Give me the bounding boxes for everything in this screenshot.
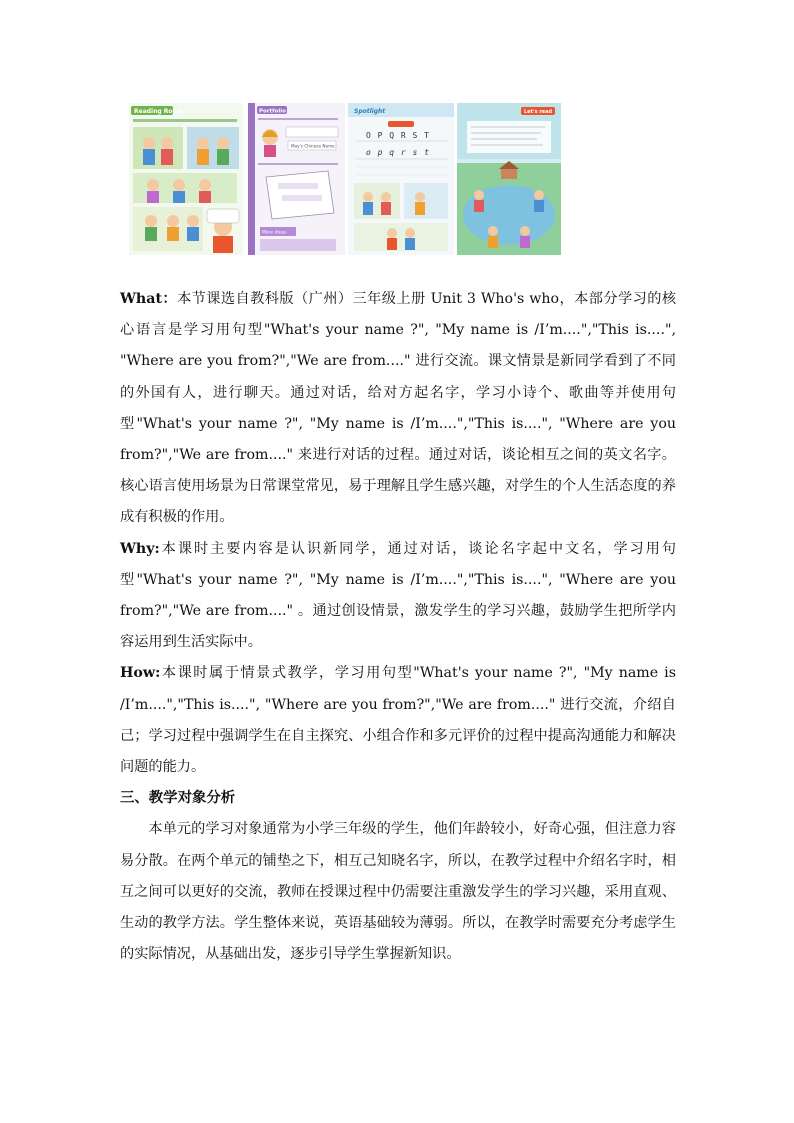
textbook-images — [129, 103, 561, 255]
reading-room-illustration — [129, 103, 243, 255]
thumb2-more: More Ideas — [262, 230, 287, 236]
why-paragraph — [120, 534, 676, 659]
textbook-page-portfolio — [248, 103, 345, 255]
why-label: Why: — [120, 540, 160, 557]
textbook-page-reading-room — [129, 103, 243, 255]
thumb2-card: May's Chinese Name — [291, 143, 335, 149]
why-text: 本课时主要内容是认识新同学，通过对话，谈论名字起中文名，学习用句型"What's your name ?", "My name is /I’m....","This is....", "Where are you from?","We are from...." 。通过创设情景，激发学生的学习兴趣，鼓励学生把所学内容运用到生活实际中。 — [120, 540, 676, 651]
how-text: 本课时属于情景式教学，学习用句型"What's your name ?", "My name is /I’m....","This is....", "Where are you from?","We are from...." 进行交流，介绍自己；学习过程中强调学生在自主探究、小组合作和多元评价的过程中提高沟通能力和解决问题的能力。 — [120, 665, 676, 776]
thumb3-lower: o p q r s t — [366, 148, 430, 157]
textbook-page-spotlight — [348, 103, 454, 255]
thumb2-title: Portfolio — [259, 108, 286, 115]
thumb4-title: Let's read — [524, 109, 553, 115]
what-text: 本节课选自教科版（广州）三年级上册 Unit 3 Who's who，本部分学习的核心语言是学习用句型"What's your name ?", "My name is /I’m....","This is....", "Where are you from?","We are from...." 进行交流。课文情景是新同学看到了不同的外国有人，进行聊天。通过对话，给对方起名字，学习小诗个、歌曲等并使用句型"What's your name ?", "My name is /I’m....","This is....", "Where are you from?","We are from...." 来进行对话的过程。通过对话，谈论相互之间的英文名字。核心语言使用场景为日常课堂常见，易于理解且学生感兴趣，对学生的个人生活态度的养成有积极的作用。 — [120, 291, 677, 526]
what-paragraph — [120, 284, 676, 534]
thumb3-upper: O P Q R S T — [366, 131, 430, 140]
section3-paragraph: 本单元的学习对象通常为小学三年级的学生，他们年龄较小，好奇心强，但注意力容易分散。在两个单元的铺垫之下，相互己知晓名字，所以，在教学过程中介绍名字时，相互之间可以更好的交流，教师在授课过程中仍需要注重激发学生的学习兴趣，采用直观、生动的教学方法。学生整体来说，英语基础较为薄弱。所以，在教学时需要充分考虑学生的实际情况，从基础出发，逐步引导学生掌握新知识。 — [120, 821, 676, 963]
how-paragraph — [120, 658, 676, 783]
thumb3-title: Spotlight — [354, 108, 386, 115]
section-heading: 三、教学对象分析 — [120, 790, 236, 807]
portfolio-illustration — [248, 103, 345, 255]
body-text — [120, 284, 676, 970]
thumb1-title: Reading Room — [134, 108, 183, 115]
how-label: How: — [120, 665, 161, 682]
spotlight-illustration — [348, 103, 454, 255]
textbook-page-lets-read — [457, 103, 561, 255]
what-label: What： — [120, 291, 178, 307]
lets-read-illustration — [457, 103, 561, 255]
